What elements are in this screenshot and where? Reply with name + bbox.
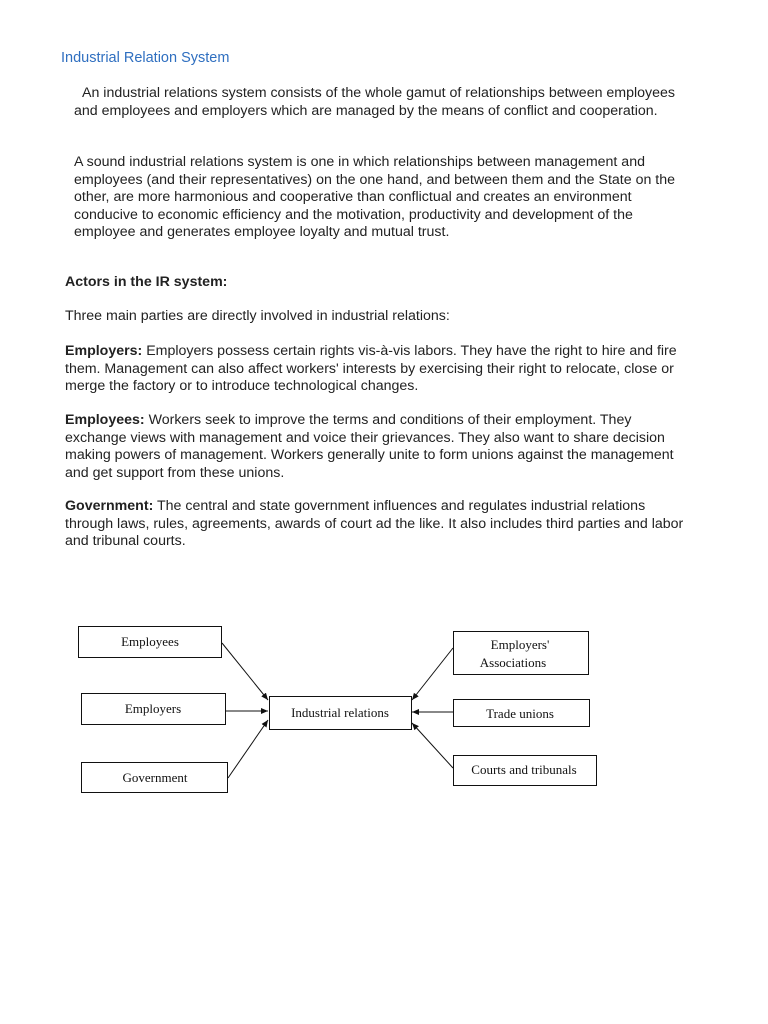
node-industrial-relations-label: Industrial relations bbox=[291, 705, 389, 720]
node-associations-label-line2: Associations bbox=[479, 655, 547, 670]
actors-lead-text: Three main parties are directly involved in industrial relations: bbox=[65, 308, 450, 324]
employees-paragraph bbox=[65, 412, 695, 482]
node-industrial-relations bbox=[270, 697, 412, 730]
node-employees bbox=[79, 627, 222, 658]
node-employees-label: Employees bbox=[121, 634, 179, 649]
government-description: The central and state government influences and regulates industrial relations through laws, rules, agreements, awards of court ad the like. It also includes third parties and labor and tribunal courts. bbox=[65, 498, 684, 549]
sound-system-paragraph: A sound industrial relations system is one in which relationships between management and employees (and their representatives) on the one hand, and between them and the State on the other, are more harmonious and cooperative than conflictual and creates an environment conducive to economic efficiency and the motivation, productivity and development of the employee and generates employee loyalty and mutual trust. bbox=[74, 154, 676, 240]
government-paragraph bbox=[65, 498, 695, 551]
arrow-associations-to-center bbox=[412, 648, 453, 700]
employers-description: Employers possess certain rights vis-à-vis labors. They have the right to hire and fire them. Management can also affect workers' interests by exercising their right to relocate, close or merge the factory or to introduce technological changes. bbox=[65, 343, 677, 394]
node-courts-tribunals bbox=[454, 756, 597, 786]
node-government-label: Government bbox=[122, 770, 188, 785]
node-employers bbox=[82, 694, 226, 725]
arrow-government-to-center bbox=[228, 720, 268, 778]
employers-paragraph bbox=[65, 343, 695, 396]
government-term: Government: bbox=[65, 498, 154, 514]
node-trade-unions bbox=[454, 700, 590, 727]
node-associations-label-line1: Employers' bbox=[490, 637, 550, 652]
intro-paragraph: An industrial relations system consists of the whole gamut of relationships between employees and employees and employers which are managed by the means of conflict and cooperation. bbox=[74, 85, 676, 119]
arrow-employees-to-center bbox=[222, 643, 268, 700]
ir-actors-diagram bbox=[70, 615, 610, 805]
node-trade-unions-label: Trade unions bbox=[486, 706, 554, 721]
node-employers-label: Employers bbox=[124, 701, 182, 716]
employees-description: Workers seek to improve the terms and conditions of their employment. They exchange views with management and voice their grievances. They also want to share decision making powers of management. Workers generally unite to form unions against the management and get support from these unions. bbox=[65, 412, 674, 481]
actors-heading: Actors in the IR system: bbox=[65, 274, 228, 290]
arrow-courts-to-center bbox=[412, 723, 453, 768]
node-government bbox=[82, 763, 228, 793]
document-title: Industrial Relation System bbox=[61, 50, 230, 66]
employees-term: Employees: bbox=[65, 412, 145, 428]
node-employers-associations bbox=[454, 632, 589, 675]
employers-term: Employers: bbox=[65, 343, 143, 359]
node-courts-label: Courts and tribunals bbox=[471, 762, 577, 777]
